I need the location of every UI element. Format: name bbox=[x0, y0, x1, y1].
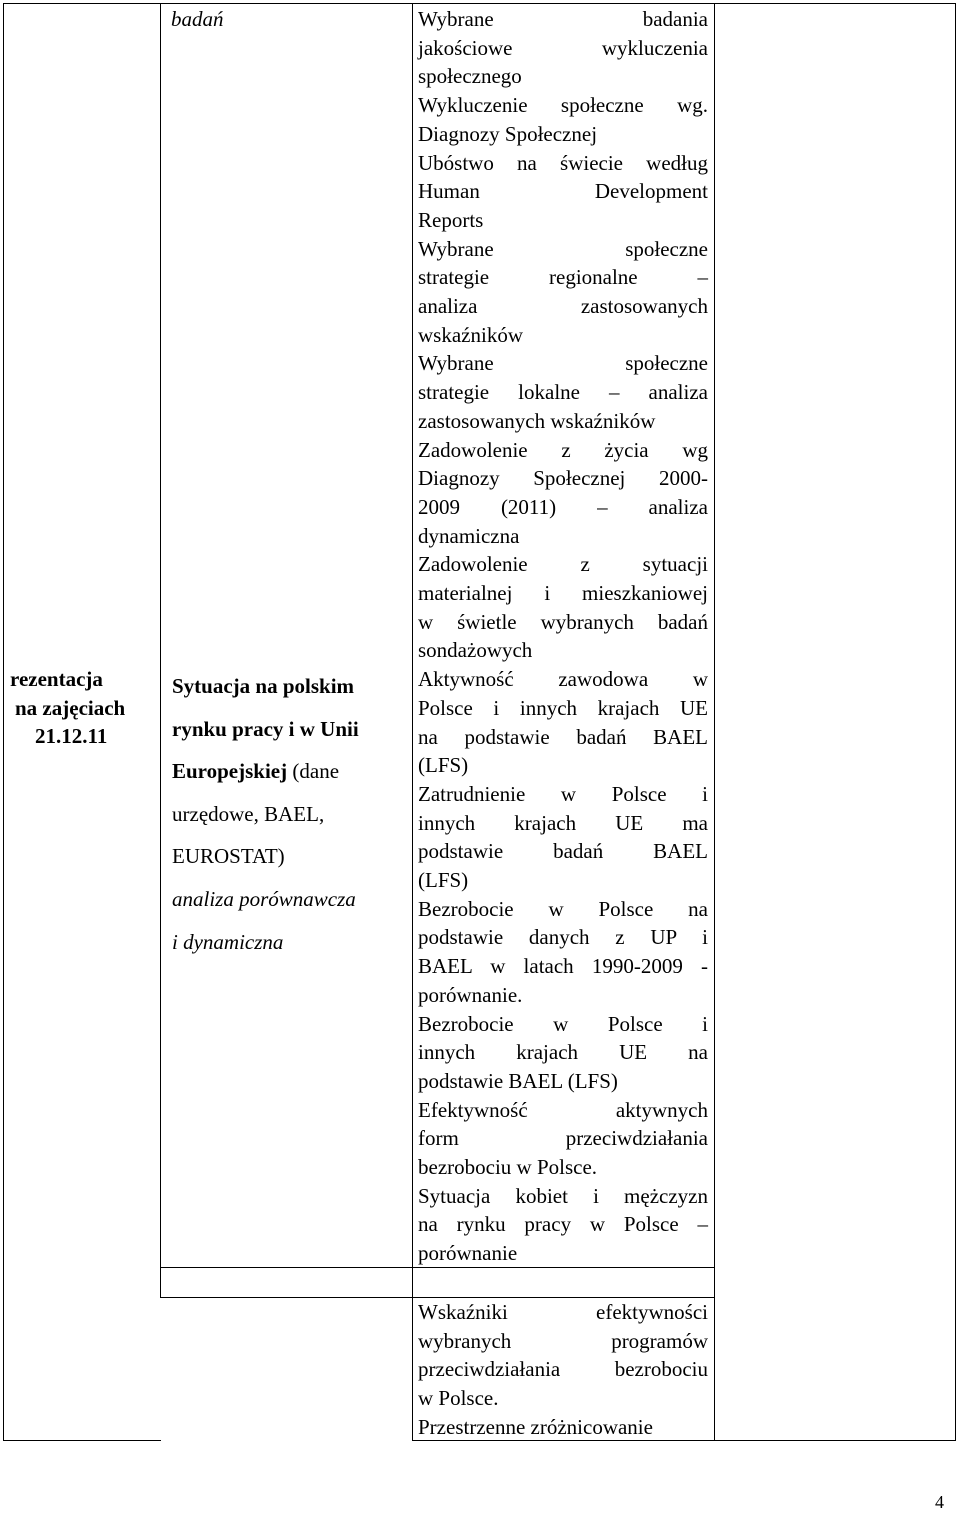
topic-line: porównanie bbox=[418, 1241, 518, 1266]
topic-item bbox=[418, 895, 708, 1010]
module-analysis-line-2: i dynamiczna bbox=[172, 929, 284, 954]
lower-topic-line: wybranych programów bbox=[418, 1328, 708, 1353]
topic-line: Efektywność aktywnych bbox=[418, 1097, 708, 1122]
lower-topic-line: Przestrzenne zróżnicowanie bbox=[418, 1414, 653, 1439]
topic-line: Ubóstwo na świecie według bbox=[418, 150, 708, 175]
module-heading-line-2: rynku pracy i w Unii bbox=[172, 716, 359, 741]
topic-line: dynamiczna bbox=[418, 523, 520, 548]
topic-item bbox=[418, 780, 708, 895]
topic-line: (LFS) bbox=[418, 868, 469, 892]
topic-line: sondażowych bbox=[418, 638, 533, 663]
topic-line: Wybrane badania bbox=[418, 7, 708, 31]
topic-line: form przeciwdziałania bbox=[418, 1126, 708, 1151]
col1-line-3: 21.12.11 bbox=[35, 724, 108, 748]
topic-item bbox=[418, 665, 708, 780]
topic-line: zastosowanych wskaźników bbox=[418, 408, 656, 433]
topic-line: 2009 (2011) – analiza bbox=[418, 494, 708, 519]
table-border-col1 bbox=[160, 3, 161, 1297]
topic-line: Wybrane społeczne bbox=[418, 236, 708, 261]
topic-line: Human Development bbox=[418, 179, 708, 204]
table-border-top bbox=[3, 3, 956, 4]
topic-line: Aktywność zawodowa w bbox=[418, 667, 708, 692]
topic-line: w świetle wybranych badań bbox=[418, 609, 708, 634]
topic-item bbox=[418, 349, 708, 435]
topic-line: na rynku pracy w Polsce – bbox=[418, 1212, 708, 1237]
topic-item bbox=[418, 1096, 708, 1182]
presentation-date-cell bbox=[10, 665, 158, 751]
lower-topic-item bbox=[418, 1413, 708, 1442]
topic-line: jakościowe wykluczenia bbox=[418, 35, 708, 60]
topic-line: BAEL w latach 1990-2009 - bbox=[418, 954, 708, 979]
topic-line: wskaźników bbox=[418, 322, 523, 347]
topic-line: Sytuacja kobiet i mężczyzn bbox=[418, 1183, 708, 1208]
topic-line: podstawie badań BAEL bbox=[418, 839, 708, 864]
topic-line: Diagnozy Społecznej 2000- bbox=[418, 466, 708, 491]
topic-line: Zadowolenie z życia wg bbox=[418, 437, 708, 462]
table-border-right bbox=[955, 3, 956, 1441]
lower-topic-line: w Polsce. bbox=[418, 1386, 499, 1411]
topic-line: Diagnozy Społecznej bbox=[418, 121, 598, 146]
topic-item bbox=[418, 1010, 708, 1096]
module-heading-line-3 bbox=[172, 750, 408, 793]
col1-line-1: rezentacja bbox=[10, 667, 103, 691]
topic-item bbox=[418, 149, 708, 235]
table-border-col2-lower bbox=[412, 1297, 413, 1441]
topic-line: Wykluczenie społeczne wg. bbox=[418, 93, 708, 118]
topic-line: bezrobociu w Polsce. bbox=[418, 1155, 598, 1179]
lower-topic-line: przeciwdziałania bezrobociu bbox=[418, 1357, 708, 1382]
module-heading-line-1: Sytuacja na polskim bbox=[172, 674, 355, 698]
table-border-left bbox=[3, 3, 4, 1441]
topic-line: na podstawie badań BAEL bbox=[418, 724, 708, 749]
topic-item bbox=[418, 5, 708, 91]
lower-topic-line: Wskaźniki efektywności bbox=[418, 1300, 708, 1324]
topic-item bbox=[418, 436, 708, 551]
table-border-col2 bbox=[412, 3, 413, 1297]
module-heading-rest: (dane bbox=[287, 759, 340, 784]
module-heading-bold: Europejskiej bbox=[172, 759, 288, 784]
topic-item bbox=[418, 91, 708, 148]
col2-top-fragment: badań bbox=[171, 7, 224, 31]
topic-line: porównanie. bbox=[418, 982, 523, 1007]
topic-item bbox=[418, 550, 708, 665]
topic-line: Zatrudnienie w Polsce i bbox=[418, 781, 708, 806]
topic-line: materialnej i mieszkaniowej bbox=[418, 581, 708, 605]
topic-line: społecznego bbox=[418, 64, 522, 89]
topic-line: Bezrobocie w Polsce na bbox=[418, 896, 708, 921]
module-description-cell bbox=[172, 665, 408, 963]
module-source-line-2: EUROSTAT) bbox=[172, 844, 285, 869]
topic-line: strategie lokalne – analiza bbox=[418, 380, 708, 405]
topic-line: Wybrane społeczne bbox=[418, 351, 708, 376]
topic-item bbox=[418, 235, 708, 350]
topic-line: innych krajach UE ma bbox=[418, 810, 708, 835]
topic-line: Bezrobocie w Polsce i bbox=[418, 1011, 708, 1036]
topic-line: podstawie danych z UP i bbox=[418, 925, 708, 950]
topic-line: Polsce i innych krajach UE bbox=[418, 695, 708, 720]
lower-topic-item bbox=[418, 1298, 708, 1413]
module-analysis-line-1: analiza porównawcza bbox=[172, 886, 356, 911]
table-border-col3 bbox=[714, 3, 715, 1441]
topic-line: (LFS) bbox=[418, 753, 469, 778]
topic-line: Reports bbox=[418, 207, 484, 232]
topic-item bbox=[418, 1182, 708, 1268]
topic-line: innych krajach UE na bbox=[418, 1040, 708, 1065]
col1-line-2: na zajęciach bbox=[15, 695, 126, 720]
topic-line: Zadowolenie z sytuacji bbox=[418, 552, 708, 577]
table-border-bottom-col1 bbox=[3, 1440, 161, 1441]
topic-line: analiza zastosowanych bbox=[418, 294, 708, 318]
module-source-line-1: urzędowe, BAEL, bbox=[172, 801, 325, 826]
page-number: 4 bbox=[935, 1492, 944, 1512]
topic-line: strategie regionalne – bbox=[418, 265, 708, 290]
topic-line: podstawie BAEL (LFS) bbox=[418, 1068, 618, 1093]
